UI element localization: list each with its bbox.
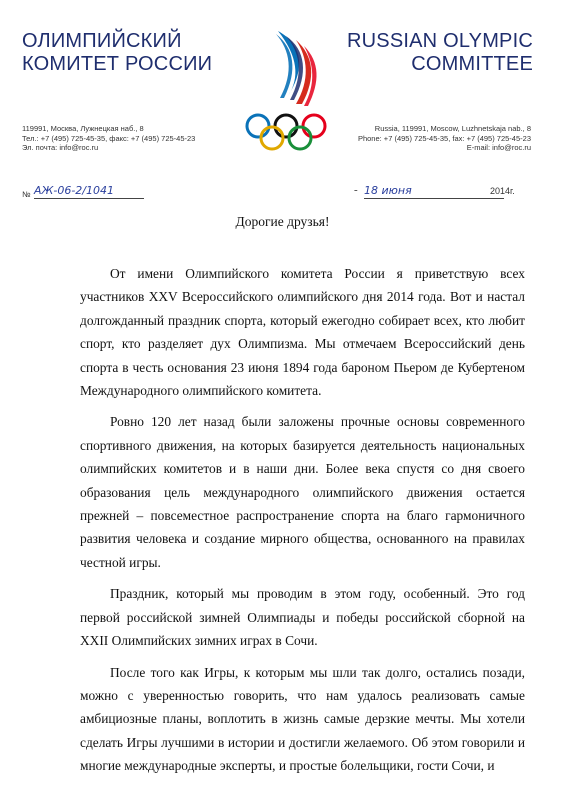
- ring-black: [275, 115, 297, 137]
- address-ru-line: Эл. почта: info@roc.ru: [22, 143, 99, 152]
- reference-year: 2014г.: [490, 186, 515, 196]
- letter-paragraph: Праздник, который мы проводим в этом году, особенный. Это год первой российской зимней Олимпиады и победы российской сборной на XXII Олимпийских зимних играх в Сочи.: [80, 586, 525, 649]
- address-ru-line: Тел.: +7 (495) 725-45-35, факс: +7 (495) 725-45-23: [22, 133, 196, 143]
- ring-blue: [247, 115, 269, 137]
- address-ru: [22, 124, 222, 153]
- letter-body: [80, 262, 525, 778]
- reference-date: 18 июня: [364, 184, 504, 199]
- address-en-line: Phone: +7 (495) 725-45-35, fax: +7 (495) 725-45-23: [357, 133, 531, 143]
- org-name-ru-line-2: КОМИТЕТ РОССИИ: [22, 53, 213, 75]
- reference-number-label: №: [22, 190, 31, 199]
- date-prefix-dash: -: [354, 184, 358, 196]
- org-name-en-line-2: COMMITTEE: [411, 53, 533, 75]
- ring-yellow: [261, 127, 283, 149]
- org-name-ru: [22, 30, 242, 76]
- address-ru-line: 119991, Москва, Лужнецкая наб., 8: [22, 124, 144, 133]
- address-en: [321, 124, 531, 153]
- reference-row: [22, 186, 542, 208]
- ring-green: [289, 127, 311, 149]
- letter-paragraph: От имени Олимпийского комитета России я приветствую всех участников XXV Всероссийского олимпийского дня 2014 года. Вот и настал долгожданный праздник спорта, который ежегодно собирает всех, кто любит спорт, кто разделяет дух Олимпизма. Мы отмечаем Всероссийский день спорта в честь основания 23 июня 1894 года бароном Пьером де Кубертеном Международного олимпийского комитета.: [80, 266, 525, 399]
- org-name-en-line-1: RUSSIAN OLYMPIC: [347, 30, 533, 52]
- address-en-line: E-mail: info@roc.ru: [466, 143, 531, 152]
- letter-paragraph: Ровно 120 лет назад были заложены прочные основы современного спортивного движения, на которых базируется деятельность национальных олимпийских комитетов и в наши дни. Более века спустя со дня своего образования цель международного олимпийского движения остается прежней – повсеместное распространение спорта на благо гармоничного развития человека и создание мирного общества, основанного на правилах честной игры.: [80, 414, 525, 570]
- org-name-en: [313, 30, 533, 76]
- letter-greeting: Дорогие друзья!: [235, 214, 330, 229]
- address-en-line: Russia, 119991, Moscow, Luzhnetskaja nab., 8: [374, 124, 531, 133]
- org-name-ru-line-1: ОЛИМПИЙСКИЙ: [22, 30, 182, 52]
- reference-number: АЖ-06-2/1041: [34, 184, 144, 199]
- letter-paragraph: После того как Игры, к которым мы шли так долго, остались позади, можно с уверенностью говорить, что нам удалось реализовать самые амбициозные планы, воплотить в жизнь самые дерзкие мечты. Мы хотели сделать Игры лучшими в истории и достигли желаемого. Об этом говорили и многие международные эксперты, и простые болельщики, гости Сочи, и: [80, 664, 525, 774]
